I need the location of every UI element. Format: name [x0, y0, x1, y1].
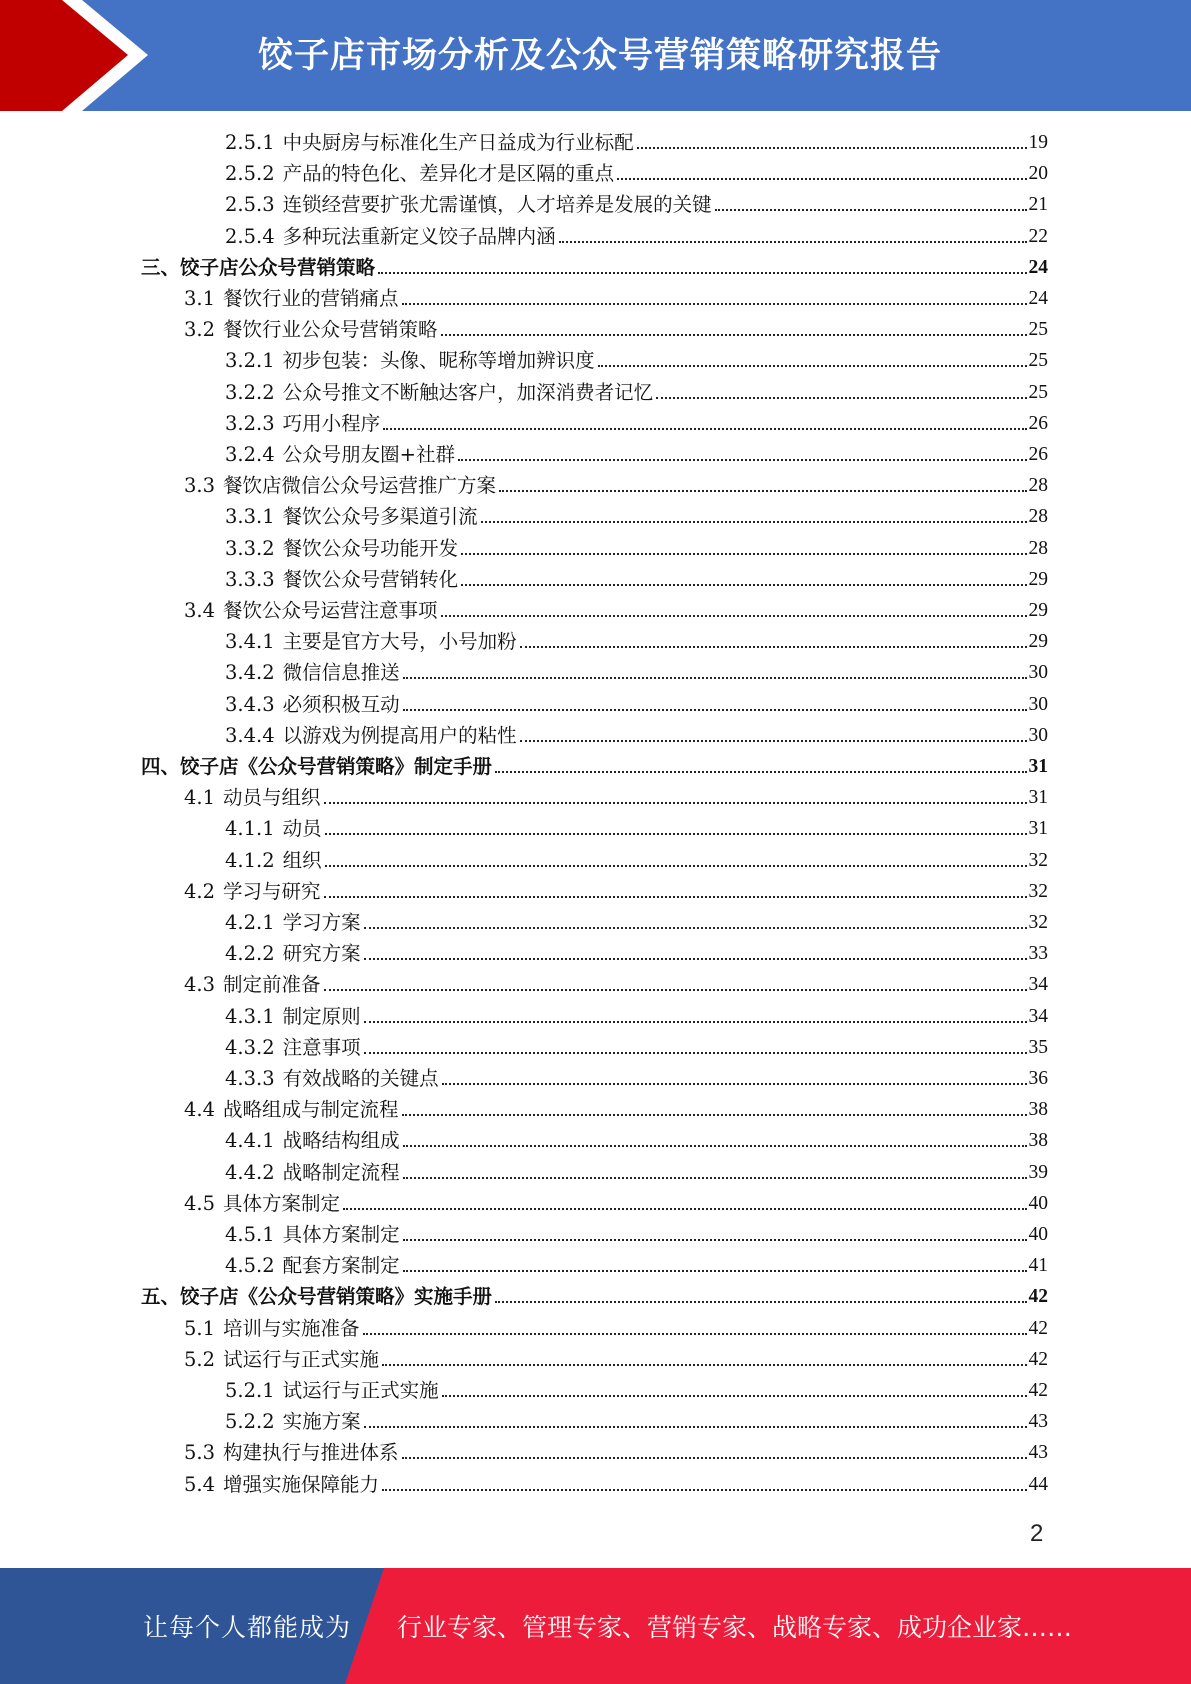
- toc-entry-row[interactable]: [225, 533, 1048, 564]
- toc-entry-row[interactable]: [225, 1063, 1048, 1094]
- toc-entry-title: 培训与实施准备: [223, 1316, 360, 1340]
- toc-dot-leader: [442, 1393, 1027, 1397]
- toc-entry-label: [225, 813, 322, 844]
- toc-page-number: 25: [1028, 350, 1048, 372]
- toc-page-number: 25: [1028, 381, 1048, 403]
- report-title: 饺子店市场分析及公众号营销策略研究报告: [258, 36, 943, 76]
- toc-page-number: 28: [1028, 537, 1048, 559]
- toc-entry-title: 试运行与正式实施: [282, 1379, 439, 1402]
- toc-entry-label: [225, 439, 455, 470]
- toc-entry-number: 3.4: [184, 599, 216, 622]
- toc-dot-leader: [403, 707, 1027, 711]
- toc-entry-title: 三、饺子店公众号营销策略: [141, 255, 376, 279]
- toc-entry-row[interactable]: [225, 127, 1048, 158]
- toc-entry-title: 注意事项: [282, 1035, 361, 1059]
- toc-page-number: 42: [1028, 1348, 1048, 1370]
- toc-entry-row[interactable]: [225, 1406, 1048, 1437]
- toc-page-number: 38: [1028, 1130, 1048, 1152]
- footer-slogan-lead: 让每个人都能成为: [143, 1613, 352, 1642]
- toc-dot-leader: [520, 644, 1027, 648]
- toc-dot-leader: [382, 1362, 1026, 1366]
- toc-entry-row[interactable]: [184, 1344, 1048, 1375]
- toc-page-number: 31: [1028, 756, 1048, 777]
- toc-entry-title: 餐饮公众号运营注意事项: [223, 599, 438, 622]
- toc-page-number: 39: [1028, 1161, 1048, 1183]
- toc-entry-number: 5.2.1: [225, 1379, 275, 1402]
- toc-entry-row[interactable]: [225, 907, 1048, 938]
- page-footer: [0, 1568, 1191, 1684]
- toc-entry-label: [184, 1469, 379, 1500]
- toc-entry-number: 4.5: [184, 1191, 216, 1215]
- toc-page-number: 40: [1028, 1192, 1048, 1214]
- toc-entry-label: [184, 782, 321, 813]
- toc-entry-row[interactable]: [225, 1157, 1048, 1188]
- toc-entry-number: 3.2.1: [225, 349, 275, 373]
- toc-page-number: 36: [1028, 1068, 1048, 1089]
- toc-entry-row[interactable]: [225, 439, 1048, 470]
- toc-dot-leader: [441, 332, 1027, 336]
- toc-entry-row[interactable]: [184, 283, 1048, 314]
- toc-entry-number: 3.4.1: [225, 630, 275, 654]
- page-header: [0, 0, 1191, 111]
- toc-entry-title: 具体方案制定: [223, 1191, 341, 1215]
- toc-entry-row[interactable]: [225, 1125, 1048, 1156]
- toc-entry-number: 4.4.1: [225, 1129, 275, 1153]
- toc-entry-label: [184, 1094, 399, 1125]
- toc-entry-row[interactable]: [184, 1094, 1048, 1125]
- toc-entry-number: 3.2: [184, 318, 216, 342]
- toc-page-number: 31: [1028, 818, 1048, 840]
- toc-entry-number: 3.2.3: [225, 411, 275, 435]
- toc-page-number: 20: [1028, 163, 1048, 185]
- toc-entry-number: 4.3: [184, 973, 216, 997]
- toc-entry-label: [184, 969, 321, 1000]
- toc-entry-label: [184, 1188, 340, 1219]
- toc-page-number: 19: [1028, 132, 1048, 153]
- toc-page-number: 34: [1028, 974, 1048, 996]
- toc-entry-label: [225, 345, 595, 376]
- toc-page-number: 30: [1028, 693, 1048, 715]
- toc-entry-label: [225, 1063, 439, 1094]
- toc-entry-row[interactable]: [225, 221, 1048, 252]
- toc-dot-leader: [559, 239, 1027, 243]
- toc-page-number: 32: [1028, 912, 1048, 933]
- toc-dot-leader: [383, 426, 1026, 430]
- toc-entry-label: [225, 377, 653, 408]
- toc-page-number: 29: [1028, 631, 1048, 653]
- toc-entry-title: 动员与组织: [223, 786, 321, 810]
- toc-entry-row[interactable]: [225, 938, 1048, 969]
- toc-entry-number: 4.2: [184, 879, 216, 903]
- toc-entry-label: [225, 1219, 400, 1250]
- toc-dot-leader: [343, 1206, 1026, 1210]
- toc-dot-leader: [403, 1268, 1027, 1272]
- toc-entry-title: 制定前准备: [223, 973, 321, 997]
- toc-entry-title: 餐饮行业公众号营销策略: [223, 318, 438, 342]
- toc-entry-title: 餐饮公众号多渠道引流: [282, 505, 478, 529]
- toc-entry-number: 2.5.2: [225, 162, 275, 186]
- toc-entry-row[interactable]: [225, 345, 1048, 376]
- toc-entry-row[interactable]: [184, 470, 1048, 501]
- toc-entry-label: [225, 689, 400, 720]
- toc-entry-number: 3.3.3: [225, 567, 275, 591]
- toc-entry-number: 5.3: [184, 1441, 216, 1465]
- toc-entry-row[interactable]: [225, 189, 1048, 220]
- toc-page-number: 26: [1028, 444, 1048, 465]
- toc-page-number: 32: [1028, 849, 1048, 871]
- toc-entry-title: 产品的特色化、差异化才是区隔的重点: [282, 162, 615, 186]
- toc-entry-title: 实施方案: [282, 1410, 361, 1434]
- toc-dot-leader: [520, 738, 1027, 742]
- toc-dot-leader: [364, 1019, 1027, 1023]
- toc-dot-leader: [364, 925, 1027, 929]
- toc-entry-row[interactable]: [184, 1437, 1048, 1468]
- toc-entry-number: 4.1: [184, 786, 216, 810]
- toc-dot-leader: [324, 987, 1027, 991]
- toc-entry-title: 战略制定流程: [282, 1160, 400, 1184]
- toc-entry-label: [141, 751, 492, 782]
- toc-entry-title: 餐饮公众号功能开发: [282, 536, 459, 560]
- toc-page-number: 24: [1028, 256, 1048, 278]
- toc-entry-title: 学习与研究: [223, 879, 321, 903]
- toc-entry-row[interactable]: [225, 657, 1048, 688]
- toc-entry-number: 5.4: [184, 1472, 216, 1496]
- toc-entry-title: 初步包装：头像、昵称等增加辨识度: [282, 349, 595, 373]
- toc-entry-number: 3.2.2: [225, 380, 275, 404]
- toc-entry-label: [225, 1375, 439, 1406]
- toc-dot-leader: [403, 1237, 1027, 1241]
- toc-entry-label: [225, 533, 458, 564]
- toc-entry-row[interactable]: [184, 782, 1048, 813]
- toc-entry-number: 4.4.2: [225, 1160, 275, 1184]
- toc-page-number: 34: [1028, 1005, 1048, 1027]
- toc-entry-title: 构建执行与推进体系: [223, 1441, 399, 1465]
- toc-entry-row[interactable]: [225, 564, 1048, 595]
- toc-entry-row[interactable]: [184, 314, 1048, 345]
- toc-chapter-row[interactable]: [141, 751, 1048, 782]
- toc-dot-leader: [461, 551, 1026, 555]
- toc-dot-leader: [495, 769, 1026, 773]
- footer-slogan-roles: 行业专家、管理专家、营销专家、战略专家、成功企业家……: [397, 1613, 1073, 1642]
- toc-entry-title: 中央厨房与标准化生产日益成为行业标配: [282, 131, 634, 154]
- toc-entry-number: 5.2.2: [225, 1410, 275, 1434]
- toc-entry-row[interactable]: [225, 1375, 1048, 1406]
- toc-entry-label: [225, 938, 361, 969]
- toc-entry-title: 多种玩法重新定义饺子品牌内涵: [282, 224, 556, 248]
- toc-entry-label: [184, 470, 496, 501]
- toc-entry-row[interactable]: [184, 1469, 1048, 1500]
- toc-entry-row[interactable]: [225, 1032, 1048, 1063]
- toc-entry-label: [141, 252, 375, 283]
- toc-page-number: 24: [1028, 288, 1048, 309]
- toc-dot-leader: [402, 1455, 1027, 1459]
- toc-entry-number: 4.2.1: [225, 911, 275, 934]
- toc-dot-leader: [403, 675, 1027, 679]
- toc-entry-number: 3.2.4: [225, 443, 275, 466]
- toc-page-number: 44: [1028, 1473, 1048, 1495]
- toc-entry-label: [141, 1281, 492, 1312]
- toc-dot-leader: [715, 207, 1027, 211]
- toc-page-number: 29: [1028, 568, 1048, 590]
- toc-entry-title: 动员: [282, 817, 322, 841]
- toc-entry-row[interactable]: [184, 969, 1048, 1000]
- toc-entry-title: 战略结构组成: [282, 1129, 400, 1153]
- toc-dot-leader: [325, 831, 1027, 835]
- toc-page-number: 43: [1028, 1411, 1048, 1433]
- toc-entry-label: [225, 1157, 400, 1188]
- toc-entry-number: 4.4: [184, 1098, 216, 1122]
- toc-entry-title: 有效战略的关键点: [282, 1067, 439, 1090]
- page-number: 2: [1030, 1520, 1044, 1547]
- toc-page-number: 26: [1028, 412, 1048, 434]
- toc-entry-row[interactable]: [184, 1313, 1048, 1344]
- toc-entry-title: 具体方案制定: [282, 1223, 400, 1246]
- toc-entry-number: 3.4.2: [225, 661, 275, 685]
- toc-page-number: 41: [1028, 1255, 1048, 1277]
- toc-chapter-row[interactable]: [141, 252, 1048, 283]
- toc-entry-row[interactable]: [225, 408, 1048, 439]
- toc-entry-row[interactable]: [184, 595, 1048, 626]
- toc-entry-row[interactable]: [225, 813, 1048, 844]
- toc-entry-title: 以游戏为例提高用户的粘性: [282, 723, 517, 747]
- toc-entry-title: 必须积极互动: [282, 692, 400, 716]
- toc-entry-row[interactable]: [225, 626, 1048, 657]
- toc-dot-leader: [637, 145, 1027, 149]
- toc-entry-title: 主要是官方大号，小号加粉: [282, 630, 517, 654]
- toc-dot-leader: [403, 1175, 1027, 1179]
- toc-dot-leader: [364, 1050, 1027, 1054]
- toc-entry-number: 4.3.1: [225, 1004, 275, 1028]
- toc-dot-leader: [402, 1112, 1027, 1116]
- toc-entry-title: 四、饺子店《公众号营销策略》制定手册: [141, 755, 493, 778]
- toc-entry-label: [225, 564, 458, 595]
- toc-entry-number: 4.1.1: [225, 817, 275, 841]
- toc-entry-row[interactable]: [184, 1188, 1048, 1219]
- toc-entry-label: [225, 845, 322, 876]
- toc-entry-number: 2.5.1: [225, 131, 275, 154]
- toc-page-number: 38: [1028, 1099, 1048, 1121]
- toc-dot-leader: [617, 176, 1026, 180]
- toc-entry-number: 4.5.1: [225, 1223, 275, 1246]
- toc-entry-title: 五、饺子店《公众号营销策略》实施手册: [141, 1285, 493, 1309]
- toc-entry-number: 5.2: [184, 1347, 216, 1371]
- toc-entry-label: [225, 657, 400, 688]
- toc-dot-leader: [442, 1081, 1027, 1085]
- toc-entry-number: 4.3.2: [225, 1035, 275, 1059]
- toc-entry-title: 公众号朋友圈+社群: [282, 443, 455, 466]
- toc-dot-leader: [481, 519, 1027, 523]
- toc-entry-number: 3.4.3: [225, 692, 275, 716]
- toc-entry-label: [225, 221, 556, 252]
- toc-page-number: 42: [1028, 1286, 1048, 1308]
- toc-entry-label: [225, 408, 380, 439]
- toc-dot-leader: [441, 613, 1027, 617]
- toc-entry-number: 4.1.2: [225, 848, 275, 872]
- toc-entry-title: 巧用小程序: [282, 411, 381, 435]
- toc-entry-number: 4.5.2: [225, 1254, 275, 1278]
- toc-page-number: 42: [1028, 1317, 1048, 1339]
- toc-entry-number: 3.3.1: [225, 505, 275, 529]
- toc-entry-label: [184, 1313, 360, 1344]
- toc-entry-row[interactable]: [225, 1250, 1048, 1281]
- toc-entry-label: [225, 720, 517, 751]
- toc-entry-label: [184, 314, 438, 345]
- toc-entry-label: [225, 189, 712, 220]
- toc-entry-label: [225, 158, 614, 189]
- toc-page-number: 29: [1028, 600, 1048, 621]
- toc-entry-title: 餐饮行业的营销痛点: [223, 287, 399, 310]
- toc-entry-title: 试运行与正式实施: [223, 1347, 380, 1371]
- toc-dot-leader: [364, 1424, 1027, 1428]
- toc-entry-number: 4.3.3: [225, 1067, 275, 1090]
- toc-entry-label: [225, 1032, 361, 1063]
- toc-dot-leader: [598, 363, 1027, 367]
- toc-dot-leader: [324, 800, 1027, 804]
- toc-page-number: 33: [1028, 943, 1048, 965]
- toc-page-number: 22: [1028, 225, 1048, 247]
- toc-entry-label: [184, 595, 438, 626]
- toc-entry-title: 学习方案: [282, 911, 361, 934]
- toc-entry-title: 配套方案制定: [282, 1254, 400, 1278]
- toc-entry-label: [184, 876, 321, 907]
- toc-entry-title: 制定原则: [282, 1004, 361, 1028]
- toc-page-number: 30: [1028, 724, 1048, 746]
- toc-entry-label: [184, 1437, 399, 1468]
- toc-page-number: 31: [1028, 787, 1048, 809]
- toc-entry-row[interactable]: [225, 845, 1048, 876]
- toc-entry-title: 研究方案: [282, 942, 361, 966]
- toc-page-number: 21: [1028, 194, 1048, 216]
- toc-page-number: 43: [1028, 1442, 1048, 1464]
- toc-entry-row[interactable]: [225, 1001, 1048, 1032]
- toc-page-number: 42: [1028, 1380, 1048, 1401]
- toc-entry-row[interactable]: [225, 1219, 1048, 1250]
- toc-dot-leader: [325, 863, 1027, 867]
- toc-entry-row[interactable]: [225, 377, 1048, 408]
- toc-page-number: 40: [1028, 1224, 1048, 1245]
- toc-entry-row[interactable]: [225, 158, 1048, 189]
- toc-dot-leader: [402, 301, 1027, 305]
- toc-entry-number: 3.1: [184, 287, 216, 310]
- toc-dot-leader: [378, 270, 1026, 274]
- toc-page-number: 28: [1028, 506, 1048, 528]
- toc-page-number: 25: [1028, 319, 1048, 341]
- toc-entry-title: 增强实施保障能力: [223, 1472, 380, 1496]
- toc-entry-label: [225, 1125, 400, 1156]
- toc-entry-label: [184, 1344, 379, 1375]
- toc-entry-row[interactable]: [184, 876, 1048, 907]
- toc-entry-number: 4.2.2: [225, 942, 275, 966]
- toc-entry-title: 公众号推文不断触达客户，加深消费者记忆: [282, 380, 654, 404]
- toc-dot-leader: [324, 894, 1027, 898]
- toc-dot-leader: [656, 395, 1026, 399]
- toc-entry-title: 组织: [282, 848, 322, 872]
- toc-entry-number: 3.3: [184, 474, 216, 498]
- toc-entry-label: [184, 283, 399, 314]
- toc-entry-label: [225, 1250, 400, 1281]
- toc-entry-title: 微信信息推送: [282, 661, 400, 685]
- toc-entry-title: 连锁经营要扩张尤需谨慎，人才培养是发展的关键: [282, 193, 712, 217]
- toc-entry-number: 3.4.4: [225, 723, 275, 747]
- toc-dot-leader: [458, 457, 1027, 461]
- toc-page-number: 30: [1028, 662, 1048, 684]
- toc-entry-title: 餐饮公众号营销转化: [282, 567, 459, 591]
- toc-entry-number: 5.1: [184, 1316, 216, 1340]
- toc-page-number: 35: [1028, 1036, 1048, 1058]
- toc-entry-row[interactable]: [225, 720, 1048, 751]
- toc-entry-label: [225, 127, 634, 158]
- toc-dot-leader: [364, 956, 1027, 960]
- toc-entry-row[interactable]: [225, 501, 1048, 532]
- toc-chapter-row[interactable]: [141, 1281, 1048, 1312]
- toc-entry-title: 餐饮店微信公众号运营推广方案: [223, 474, 497, 498]
- toc-entry-number: 2.5.3: [225, 193, 275, 217]
- toc-entry-row[interactable]: [225, 689, 1048, 720]
- toc-page-number: 28: [1028, 475, 1048, 497]
- toc-dot-leader: [495, 1299, 1026, 1303]
- toc-entry-label: [225, 907, 361, 938]
- toc-entry-label: [225, 1001, 361, 1032]
- toc-dot-leader: [461, 582, 1026, 586]
- toc-dot-leader: [363, 1331, 1027, 1335]
- toc-entry-title: 战略组成与制定流程: [223, 1098, 399, 1122]
- toc-entry-number: 3.3.2: [225, 536, 275, 560]
- toc-entry-label: [225, 1406, 361, 1437]
- toc-dot-leader: [499, 488, 1026, 492]
- toc-dot-leader: [382, 1487, 1026, 1491]
- toc-entry-label: [225, 626, 517, 657]
- toc-entry-label: [225, 501, 478, 532]
- toc-page-number: 32: [1028, 880, 1048, 902]
- toc-entry-number: 2.5.4: [225, 224, 275, 248]
- toc-dot-leader: [403, 1143, 1027, 1147]
